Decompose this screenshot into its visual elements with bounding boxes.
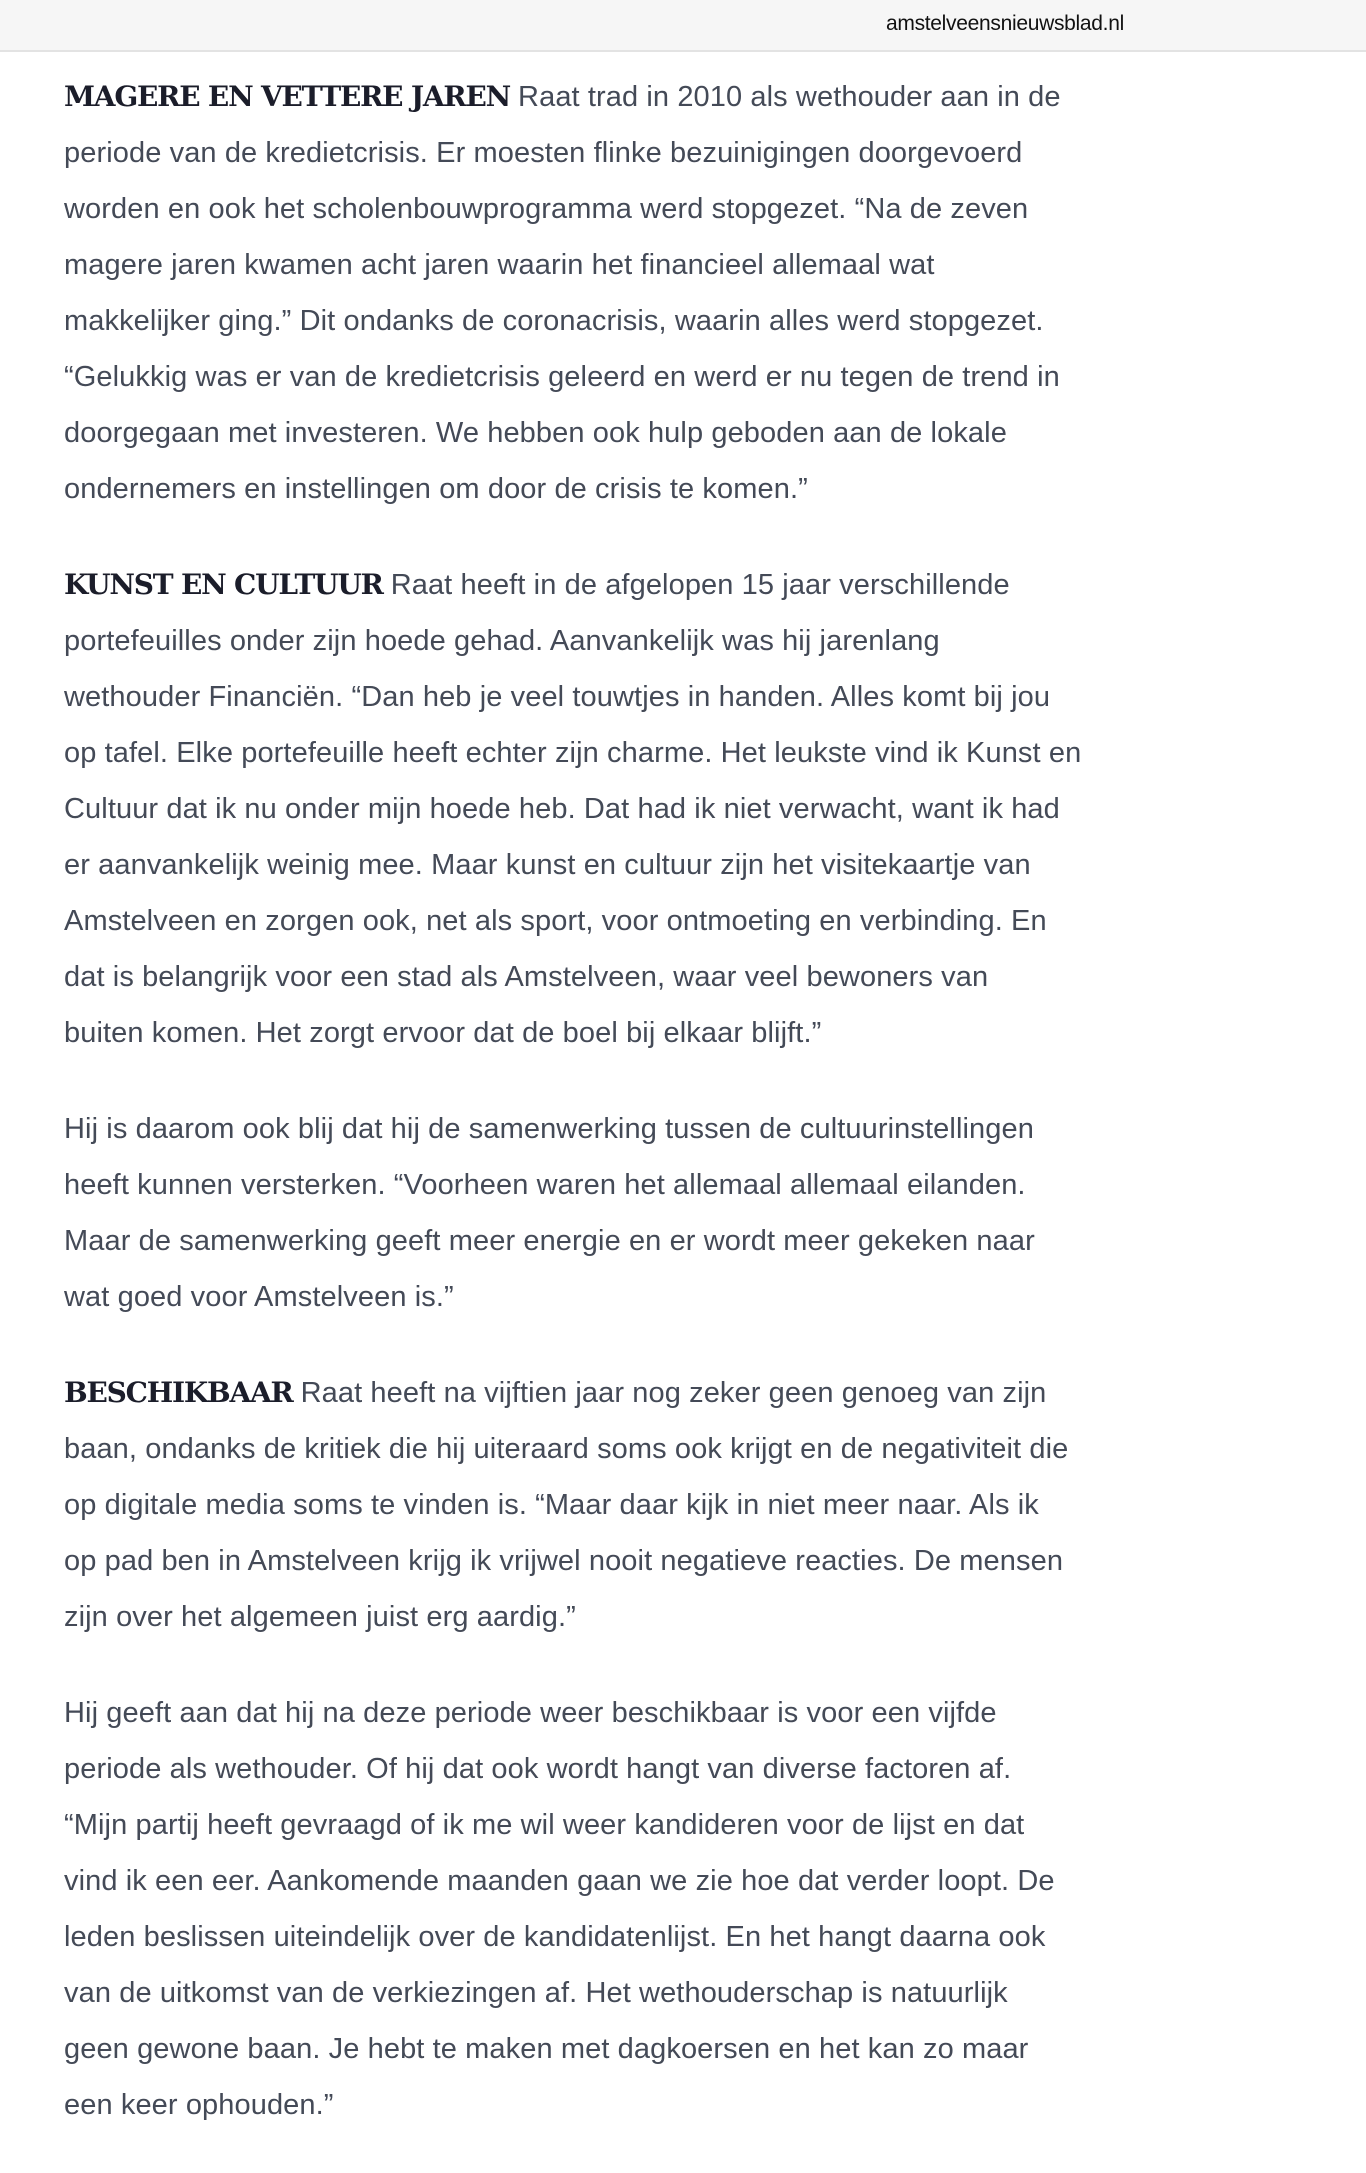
line-text: makkelijker ging.” Dit ondanks de coronacrisis, waarin alles werd stopgezet. bbox=[64, 305, 1044, 337]
paragraph-line bbox=[64, 293, 1304, 349]
line-text: Raat heeft na vijftien jaar nog zeker geen genoeg van zijn bbox=[300, 1377, 1047, 1409]
line-text: van de uitkomst van de verkiezingen af. Het wethouderschap is natuurlijk bbox=[64, 1977, 1008, 2009]
paragraph-line bbox=[64, 837, 1304, 893]
line-text: er aanvankelijk weinig mee. Maar kunst en cultuur zijn het visitekaartje van bbox=[64, 849, 1031, 881]
line-text: leden beslissen uiteindelijk over de kandidatenlijst. En het hangt daarna ook bbox=[64, 1921, 1046, 1953]
line-text: op pad ben in Amstelveen krijg ik vrijwel nooit negatieve reacties. De mensen bbox=[64, 1545, 1064, 1577]
paragraph-line bbox=[64, 405, 1304, 461]
paragraph-line bbox=[64, 69, 1304, 125]
paragraph-line bbox=[64, 1365, 1304, 1421]
paragraph-line bbox=[64, 557, 1304, 613]
section-heading: KUNST EN CULTUUR bbox=[64, 568, 383, 601]
line-text: worden en ook het scholenbouwprogramma werd stopgezet. “Na de zeven bbox=[64, 193, 1029, 225]
paragraph-line bbox=[64, 2021, 1304, 2077]
paragraph-line bbox=[64, 237, 1304, 293]
paragraph-line bbox=[64, 1685, 1304, 1741]
line-text: geen gewone baan. Je hebt te maken met dagkoersen en het kan zo maar bbox=[64, 2033, 1029, 2065]
line-text: periode van de kredietcrisis. Er moesten flinke bezuinigingen doorgevoerd bbox=[64, 137, 1023, 169]
paragraph-line bbox=[64, 1421, 1304, 1477]
article-body bbox=[64, 69, 1304, 2173]
line-text: wat goed voor Amstelveen is.” bbox=[64, 1281, 454, 1313]
line-text: magere jaren kwamen acht jaren waarin het financieel allemaal wat bbox=[64, 249, 935, 281]
line-text: portefeuilles onder zijn hoede gehad. Aanvankelijk was hij jarenlang bbox=[64, 625, 940, 657]
paragraph-line bbox=[64, 1965, 1304, 2021]
paragraph-line bbox=[64, 125, 1304, 181]
article-paragraph bbox=[64, 1101, 1304, 1325]
line-text: wethouder Financiën. “Dan heb je veel touwtjes in handen. Alles komt bij jou bbox=[64, 681, 1051, 713]
paragraph-line bbox=[64, 349, 1304, 405]
paragraph-line bbox=[64, 781, 1304, 837]
line-text: zijn over het algemeen juist erg aardig.” bbox=[64, 1601, 576, 1633]
paragraph-line bbox=[64, 893, 1304, 949]
article-paragraph bbox=[64, 1365, 1304, 1645]
line-text: “Gelukkig was er van de kredietcrisis geleerd en werd er nu tegen de trend in bbox=[64, 361, 1060, 393]
paragraph-line bbox=[64, 461, 1304, 517]
line-text: een keer ophouden.” bbox=[64, 2089, 334, 2121]
paragraph-line bbox=[64, 1005, 1304, 1061]
line-text: op tafel. Elke portefeuille heeft echter zijn charme. Het leukste vind ik Kunst en bbox=[64, 737, 1082, 769]
line-text: baan, ondanks de kritiek die hij uiteraard soms ook krijgt en de negativiteit die bbox=[64, 1433, 1069, 1465]
paragraph-line bbox=[64, 1797, 1304, 1853]
paragraph-line bbox=[64, 1477, 1304, 1533]
paragraph-line bbox=[64, 1213, 1304, 1269]
line-text: “Mijn partij heeft gevraagd of ik me wil weer kandideren voor de lijst en dat bbox=[64, 1809, 1025, 1841]
paragraph-line bbox=[64, 1101, 1304, 1157]
article-paragraph bbox=[64, 69, 1304, 517]
section-heading: MAGERE EN VETTERE JAREN bbox=[64, 80, 511, 113]
paragraph-line bbox=[64, 725, 1304, 781]
paragraph-line bbox=[64, 669, 1304, 725]
line-text: periode als wethouder. Of hij dat ook wordt hangt van diverse factoren af. bbox=[64, 1753, 1012, 1785]
line-text: Hij geeft aan dat hij na deze periode weer beschikbaar is voor een vijfde bbox=[64, 1697, 997, 1729]
paragraph-line bbox=[64, 1157, 1304, 1213]
paragraph-line bbox=[64, 1909, 1304, 1965]
line-text: vind ik een eer. Aankomende maanden gaan we zie hoe dat verder loopt. De bbox=[64, 1865, 1055, 1897]
line-text: Raat trad in 2010 als wethouder aan in de bbox=[518, 81, 1061, 113]
article-paragraph bbox=[64, 1685, 1304, 2133]
paragraph-line bbox=[64, 613, 1304, 669]
paragraph-line bbox=[64, 1533, 1304, 1589]
paragraph-line bbox=[64, 1853, 1304, 1909]
line-text: Cultuur dat ik nu onder mijn hoede heb. Dat had ik niet verwacht, want ik had bbox=[64, 793, 1060, 825]
paragraph-line bbox=[64, 949, 1304, 1005]
line-text: doorgegaan met investeren. We hebben ook hulp geboden aan de lokale bbox=[64, 417, 1007, 449]
browser-address-bar[interactable] bbox=[0, 0, 1366, 52]
line-text: Hij is daarom ook blij dat hij de samenwerking tussen de cultuurinstellingen bbox=[64, 1113, 1034, 1145]
section-heading: BESCHIKBAAR bbox=[64, 1376, 293, 1409]
line-text: Raat heeft in de afgelopen 15 jaar verschillende bbox=[390, 569, 1010, 601]
paragraph-line bbox=[64, 2077, 1304, 2133]
paragraph-line bbox=[64, 1589, 1304, 1645]
line-text: buiten komen. Het zorgt ervoor dat de boel bij elkaar blijft.” bbox=[64, 1017, 822, 1049]
line-text: Maar de samenwerking geeft meer energie en er wordt meer gekeken naar bbox=[64, 1225, 1035, 1257]
line-text: heeft kunnen versterken. “Voorheen waren het allemaal allemaal eilanden. bbox=[64, 1169, 1026, 1201]
paragraph-line bbox=[64, 1741, 1304, 1797]
article-paragraph bbox=[64, 557, 1304, 1061]
paragraph-line bbox=[64, 181, 1304, 237]
paragraph-line bbox=[64, 1269, 1304, 1325]
line-text: Amstelveen en zorgen ook, net als sport, voor ontmoeting en verbinding. En bbox=[64, 905, 1047, 937]
line-text: ondernemers en instellingen om door de crisis te komen.” bbox=[64, 473, 808, 505]
line-text: op digitale media soms te vinden is. “Maar daar kijk in niet meer naar. Als ik bbox=[64, 1489, 1039, 1521]
site-domain[interactable]: amstelveensnieuwsblad.nl bbox=[886, 12, 1124, 35]
line-text: dat is belangrijk voor een stad als Amstelveen, waar veel bewoners van bbox=[64, 961, 989, 993]
